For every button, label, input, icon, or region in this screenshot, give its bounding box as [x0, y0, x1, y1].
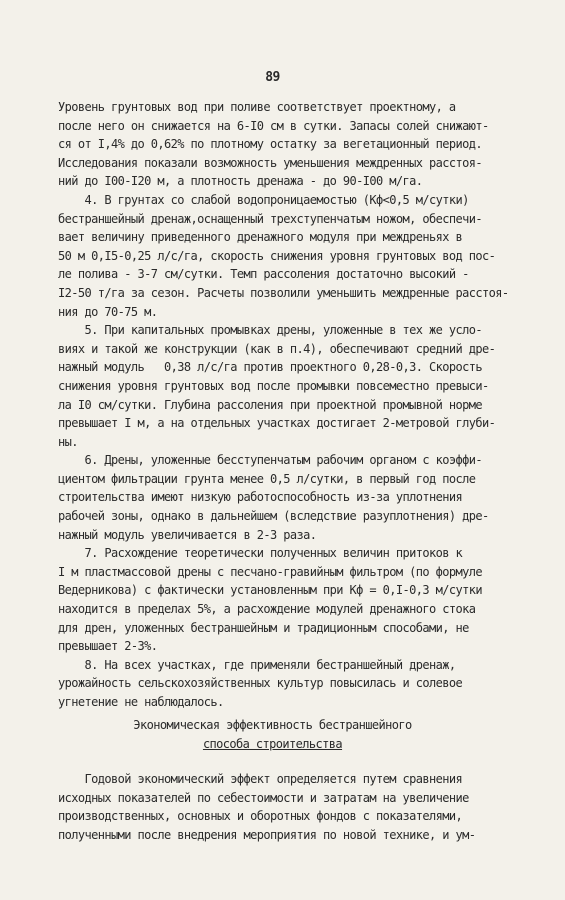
text-line: находится в пределах 5%, а расхождение модулей дренажного стока: [58, 602, 476, 617]
text-line: превышает I м, а на отдельных участках достигает 2-метровой глуби-: [58, 416, 496, 431]
text-line: вает величину приведенного дренажного модуля при междреньях в: [58, 230, 463, 245]
text-line: виях и такой же конструкции (как в п.4), обеспечивают средний дре-: [58, 341, 496, 356]
body-text-top: [58, 98, 558, 712]
text-line: 50 м 0,I5-0,25 л/с/га, скорость снижения уровня грунтовых вод пос-: [58, 248, 496, 263]
text-line: нажный модуль 0,38 л/с/га против проектного 0,28-0,3. Скорость: [58, 360, 482, 375]
text-line: рабочей зоны, однако в дальнейшем (вследствие разуплотнения) дре-: [58, 509, 489, 524]
text-line: I м пластмассовой дрены с песчано-гравийным фильтром (по формуле: [58, 564, 482, 579]
text-line: после него он снижается на 6-I0 см в сутки. Запасы солей снижают-: [58, 118, 489, 133]
text-line: для дрен, уложенных бестраншейным и традиционным способами, не: [58, 620, 469, 635]
text-line: урожайность сельскохозяйственных культур повысилась и солевое: [58, 676, 463, 691]
section-heading: [0, 716, 545, 753]
text-line: Уровень грунтовых вод при поливе соответствует проектному, а: [58, 100, 456, 114]
text-line: 5. При капитальных промывках дрены, уложенные в тех же усло-: [58, 323, 482, 338]
page-number: 89: [265, 70, 280, 85]
text-line: Годовой экономический эффект определяется путем сравнения: [58, 772, 463, 786]
text-line: ле полива - 3-7 см/сутки. Темп рассоления достаточно высокий -: [58, 267, 469, 282]
text-line: исходных показателей по себестоимости и затратам на увеличение: [58, 790, 469, 805]
text-line: ся от I,4% до 0,62% по плотному остатку за вегетационный период.: [58, 137, 482, 152]
text-line: ния до 70-75 м.: [58, 304, 158, 319]
text-line: 6. Дрены, уложенные бесступенчатым рабочим органом с коэффи-: [58, 453, 482, 468]
text-line: Экономическая эффективность бестраншейного: [133, 718, 412, 732]
text-line: строительства имеют низкую работоспособность из-за уплотнения: [58, 490, 463, 505]
text-line: полученными после внедрения мероприятия по новой технике, и ум-: [58, 827, 476, 842]
text-line: снижения уровня грунтовых вод после промывки повсеместно превыси-: [58, 378, 489, 393]
text-line: превышает 2-3%.: [58, 639, 158, 654]
text-line: 8. На всех участках, где применяли бестраншейный дренаж,: [58, 657, 456, 672]
text-line: способа строительства: [202, 736, 343, 751]
text-line: бестраншейный дренаж,оснащенный трехступенчатым ножом, обеспечи-: [58, 211, 482, 226]
text-line: 7. Расхождение теоретически полученных величин притоков к: [58, 546, 463, 561]
text-line: ла I0 см/сутки. Глубина рассоления при проектной промывной норме: [58, 397, 482, 412]
text-line: Ведерникова) с фактически установленным при Кф = 0,I-0,3 м/сутки: [58, 583, 482, 598]
text-line: ний до I00-I20 м, а плотность дренажа - до 90-I00 м/га.: [58, 174, 423, 189]
text-line: нажный модуль увеличивается в 2-3 раза.: [58, 527, 317, 542]
body-text-bottom: [58, 770, 558, 844]
text-line: ны.: [58, 434, 78, 449]
text-line: I2-50 т/га за сезон. Расчеты позволили уменьшить междренные расстоя-: [58, 285, 509, 300]
text-line: Исследования показали возможность уменьшения междренных расстоя-: [58, 155, 482, 170]
text-line: угнетение не наблюдалось.: [58, 695, 224, 709]
text-line: циентом фильтрации грунта менее 0,5 л/сутки, в первый год после: [58, 471, 476, 486]
text-line: 4. В грунтах со слабой водопроницаемостью (Кф<0,5 м/сутки): [58, 192, 469, 207]
text-line: производственных, основных и оборотных фондов с показателями,: [58, 809, 463, 824]
